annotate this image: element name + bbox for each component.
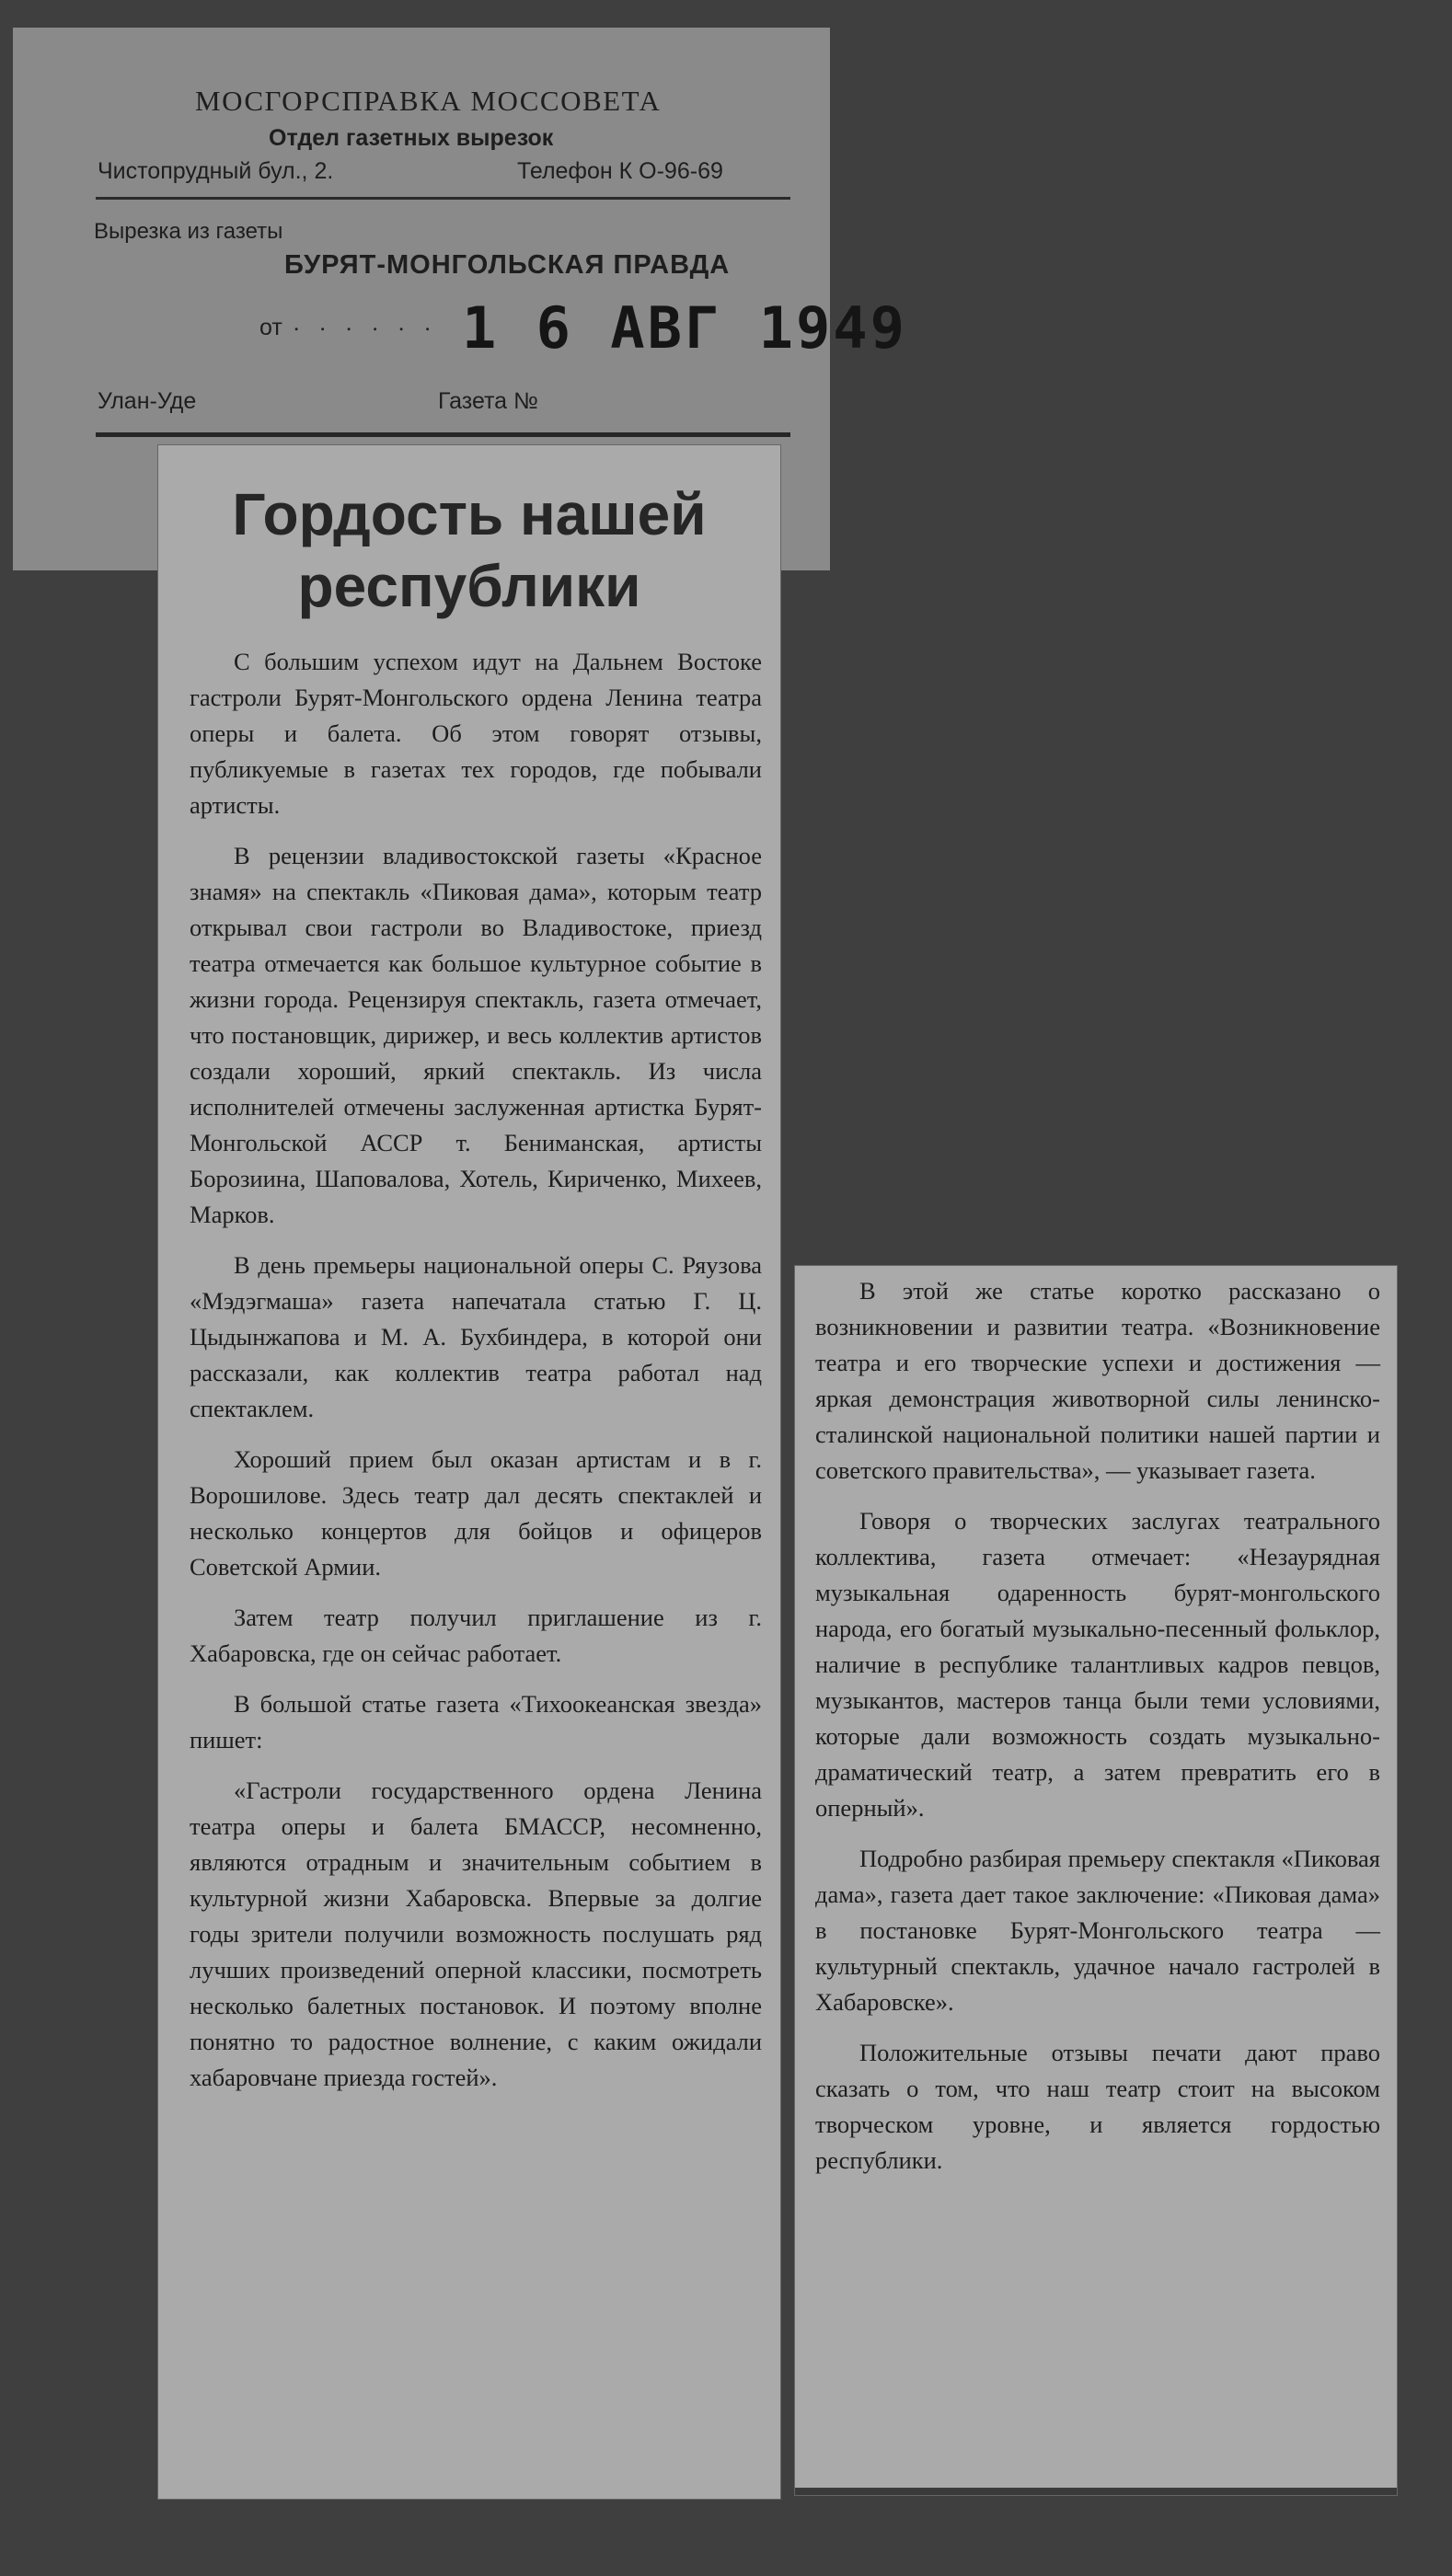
clipping-label: Вырезка из газеты xyxy=(94,219,283,244)
article-headline: Гордость нашей республики xyxy=(232,481,707,619)
article-paragraph: «Гастроли государственного ордена Ленина театра оперы и балета БМАССР, несомненно, являются отрадным и значительным событием в культурной жизни Хабаровска. Впервые за долгие годы зрители получили возможность послушать ряд лучших произведений оперной классики, посмотреть несколько балетных постановок. И поэтому вполне понятно то радостное волнение, с каким ожидали хабаровчане приезда гостей». xyxy=(190,1777,762,2091)
date-stamp: 1 6 АВГ 1949 xyxy=(462,294,907,362)
article-paragraph: В день премьеры национальной оперы С. Ряузова «Мэдэгмаша» газета напечатала статью Г. Ц. Цыдынжапова и М. А. Бухбиндера, в которой они рассказали, как коллектив театра работал над спектаклем. xyxy=(190,1251,762,1422)
agency-name: МОСГОРСПРАВКА МОССОВЕТА xyxy=(195,85,662,117)
article-paragraph: Подробно разбирая премьеру спектакля «Пиковая дама», газета дает такое заключение: «Пиковая дама» в постановке Бурят-Монгольского театра — культурный спектакль, удачное начало гастролей в Хабаровске». xyxy=(815,1845,1380,2016)
header-divider xyxy=(96,197,790,200)
city-label: Улан-Уде xyxy=(98,388,197,414)
article-paragraph: Хороший прием был оказан артистам и в г. Ворошилове. Здесь театр дал десять спектаклей и несколько концертов для бойцов и офицеров Советской Армии. xyxy=(190,1445,762,1581)
newspaper-name: БУРЯТ-МОНГОЛЬСКАЯ ПРАВДА xyxy=(284,250,731,280)
article-paragraph: С большим успехом идут на Дальнем Востоке гастроли Бурят-Монгольского ордена Ленина театра оперы и балета. Об этом говорят отзывы, публикуемые в газетах тех городов, где побывали артисты. xyxy=(190,648,762,819)
agency-address: Чистопрудный бул., 2. xyxy=(98,158,334,184)
date-prefix-label: от xyxy=(259,315,282,340)
article-clipping-right xyxy=(795,1266,1397,2495)
article-paragraph: Говоря о творческих заслугах театрального коллектива, газета отмечает: «Незаурядная музыкальная одаренность бурят-монгольского народа, его богатый музыкально-песенный фольклор, наличие в республике талантливых кадров певцов, музыкантов, мастеров танца были теми условиями, которые дали возможность создать музыкально-драматический театр, а затем превратить его в оперный». xyxy=(815,1507,1380,1822)
date-fill-dots: . . . . . . xyxy=(294,311,438,336)
agency-phone: Телефон К О-96-69 xyxy=(517,158,723,184)
clipping-bottom-rule xyxy=(795,2488,1397,2495)
department-name: Отдел газетных вырезок xyxy=(269,125,554,151)
header-bottom-divider xyxy=(96,432,790,437)
article-paragraph: Затем театр получил приглашение из г. Хабаровска, где он сейчас работает. xyxy=(190,1604,762,1667)
gazette-number-label: Газета № xyxy=(438,388,538,414)
article-paragraph: В этой же статье коротко рассказано о возникновении и развитии театра. «Возникновение театра и его творческие успехи и достижения — яркая демонстрация животворной силы ленинско-сталинской национальной политики нашей партии и советского правительства», — указывает газета. xyxy=(815,1277,1380,1484)
article-paragraph: В большой статье газета «Тихоокеанская звезда» пишет: xyxy=(190,1690,762,1754)
article-paragraph: В рецензии владивостокской газеты «Красное знамя» на спектакль «Пиковая дама», которым театр открывал свои гастроли во Владивостоке, приезд театра отмечается как большое культурное событие в жизни города. Рецензируя спектакль, газета отмечает, что постановщик, дирижер, и весь коллектив артистов создали хороший, яркий спектакль. Из числа исполнителей отмечены заслуженная артистка Бурят-Монгольской АССР т. Бениманская, артисты Борозиина, Шаповалова, Хотель, Кириченко, Михеев, Марков. xyxy=(190,842,762,1228)
article-paragraph: Положительные отзывы печати дают право сказать о том, что наш театр стоит на высоком творческом уровне, и является гордостью республики. xyxy=(815,2039,1380,2174)
article-clipping-left xyxy=(158,445,780,2499)
